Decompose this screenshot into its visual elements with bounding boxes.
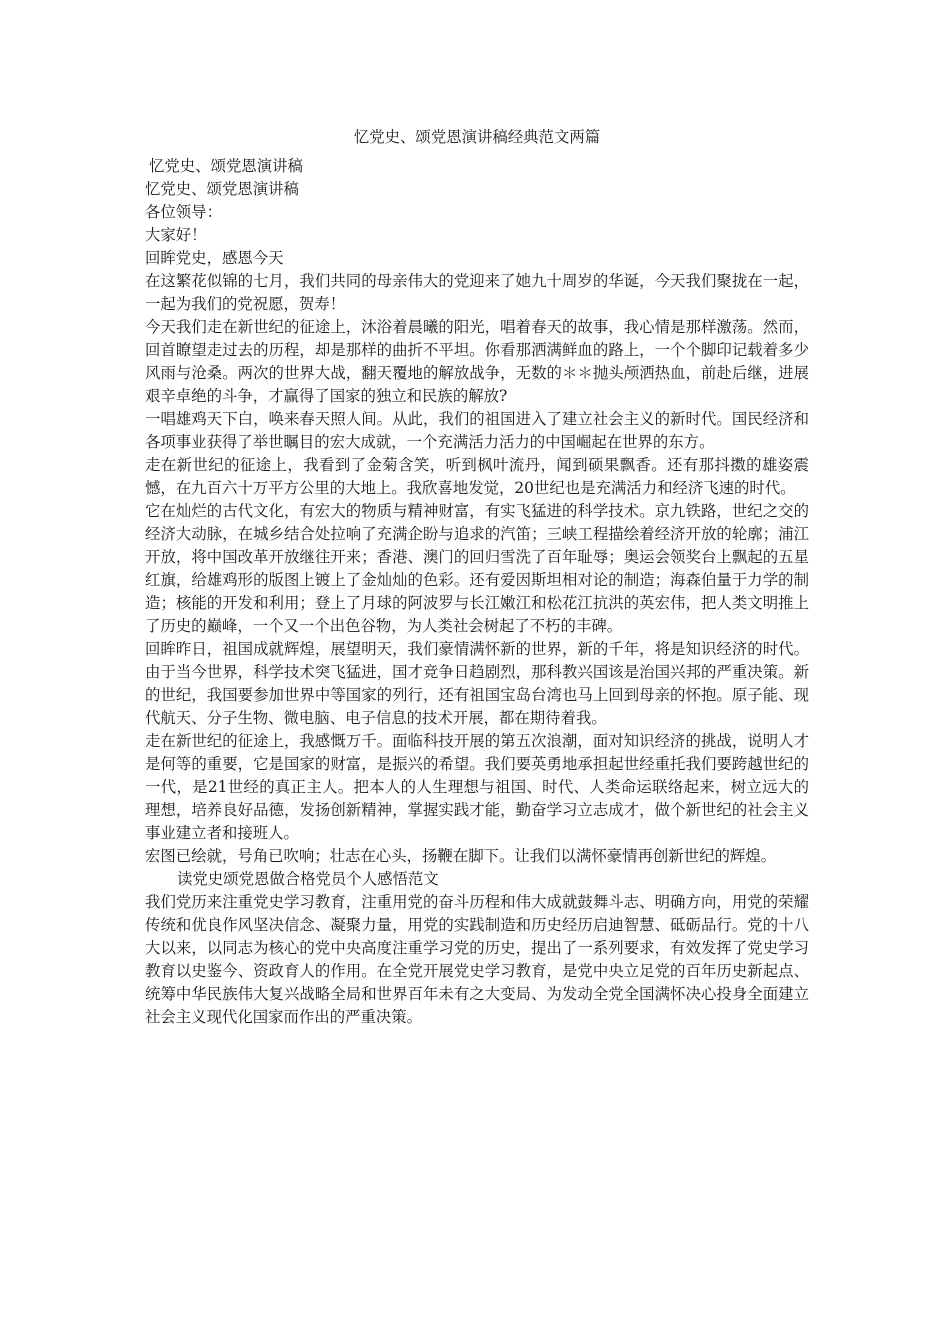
- document-body: [145, 124, 809, 1029]
- subtitle-line: 忆党史、颂党恩演讲稿: [145, 180, 299, 198]
- paragraph: 今天我们走在新世纪的征途上，沐浴着晨曦的阳光，唱着春天的故事，我心情是那样激荡。然而，回首瞭望走过去的历程，却是那样的曲折不平坦。你看那洒满鲜血的路上，一个个脚印记载着多少风雨与沧桑。两次的世界大战，翻天覆地的解放战争，无数的＊＊抛头颅洒热血，前赴后继，进展艰辛卓绝的斗争，才赢得了国家的独立和民族的解放?: [145, 318, 809, 405]
- paragraph: 在这繁花似锦的七月，我们共同的母亲伟大的党迎来了她九十周岁的华诞，今天我们聚拢在一起，一起为我们的党祝愿，贺寿！: [145, 272, 809, 313]
- paragraph: 一唱雄鸡天下白，唤来春天照人间。从此，我们的祖国进入了建立社会主义的新时代。国民经济和各项事业获得了举世瞩目的宏大成就，一个充满活力活力的中国崛起在世界的东方。: [145, 410, 809, 451]
- document-title: 忆党史、颂党恩演讲稿经典范文两篇: [353, 128, 601, 146]
- paragraph: 宏图已绘就，号角已吹响；壮志在心头，扬鞭在脚下。让我们以满怀豪情再创新世纪的辉煌。: [145, 847, 777, 865]
- paragraph: 我们党历来注重党史学习教育，注重用党的奋斗历程和伟大成就鼓舞斗志、明确方向，用党的荣耀传统和优良作风坚决信念、凝聚力量，用党的实践制造和历史经历启迪智慧、砥砺品行。党的十八大以来，以同志为核心的党中央高度注重学习党的历史，提出了一系列要求，有效发挥了党史学习教育以史鉴今、资政育人的作用。在全党开展党史学习教育，是党中央立足党的百年历史新起点、统筹中华民族伟大复兴战略全局和世界百年未有之大变局、为发动全党全国满怀决心投身全面建立社会主义现代化国家而作出的严重决策。: [145, 893, 809, 1026]
- theme-line: 回眸党史，感恩今天: [145, 249, 284, 267]
- subtitle-line: 忆党史、颂党恩演讲稿: [149, 157, 303, 175]
- greeting: 大家好！: [145, 226, 207, 244]
- paragraph: 走在新世纪的征途上，我看到了金菊含笑，听到枫叶流丹，闻到硕果飘香。还有那抖擞的雄姿震憾，在九百六十万平方公里的大地上。我欣喜地发觉，20世纪也是充满活力和经济飞速的时代。: [145, 456, 809, 497]
- paragraph: 它在灿烂的古代文化，有宏大的物质与精神财富，有实飞猛进的科学技术。京九铁路，世纪之交的经济大动脉，在城乡结合处拉响了充满企盼与追求的汽笛；三峡工程描绘着经济开放的轮廓；浦江开放，将中国改革开放继往开来；香港、澳门的回归雪洗了百年耻辱；奥运会领奖台上飘起的五星红旗，给雄鸡形的版图上镀上了金灿灿的色彩。还有爱因斯坦相对论的制造；海森伯量于力学的制造；核能的开发和利用；登上了月球的阿波罗与长江嫩江和松花江抗洪的英宏伟，把人类文明推上了历史的巅峰，一个又一个出色谷物，为人类社会树起了不朽的丰碑。: [145, 502, 809, 635]
- paragraph: 走在新世纪的征途上，我感慨万千。面临科技开展的第五次浪潮，面对知识经济的挑战，说明人才是何等的重要，它是国家的财富，是振兴的希望。我们要英勇地承担起世经重托我们要跨越世纪的一代，是21世经的真正主人。把本人的人生理想与祖国、时代、人类命运联络起来，树立远大的理想，培养良好品德，发扬创新精神，掌握实践才能，勤奋学习立志成才，做个新世纪的社会主义事业建立者和接班人。: [145, 732, 809, 842]
- salutation: 各位领导：: [145, 203, 222, 221]
- paragraph: 回眸昨日，祖国成就辉煌，展望明天，我们豪情满怀新的世界，新的千年，将是知识经济的时代。由于当今世界，科学技术突飞猛进，国才竞争日趋剧烈，那科教兴国该是治国兴邦的严重决策。新的世纪，我国要参加世界中等国家的列行，还有祖国宝岛台湾也马上回到母亲的怀抱。原子能、现代航天、分子生物、微电脑、电子信息的技术开展，都在期待着我。: [145, 640, 809, 727]
- section-heading: 读党史颂党恩做合格党员个人感悟范文: [177, 870, 439, 888]
